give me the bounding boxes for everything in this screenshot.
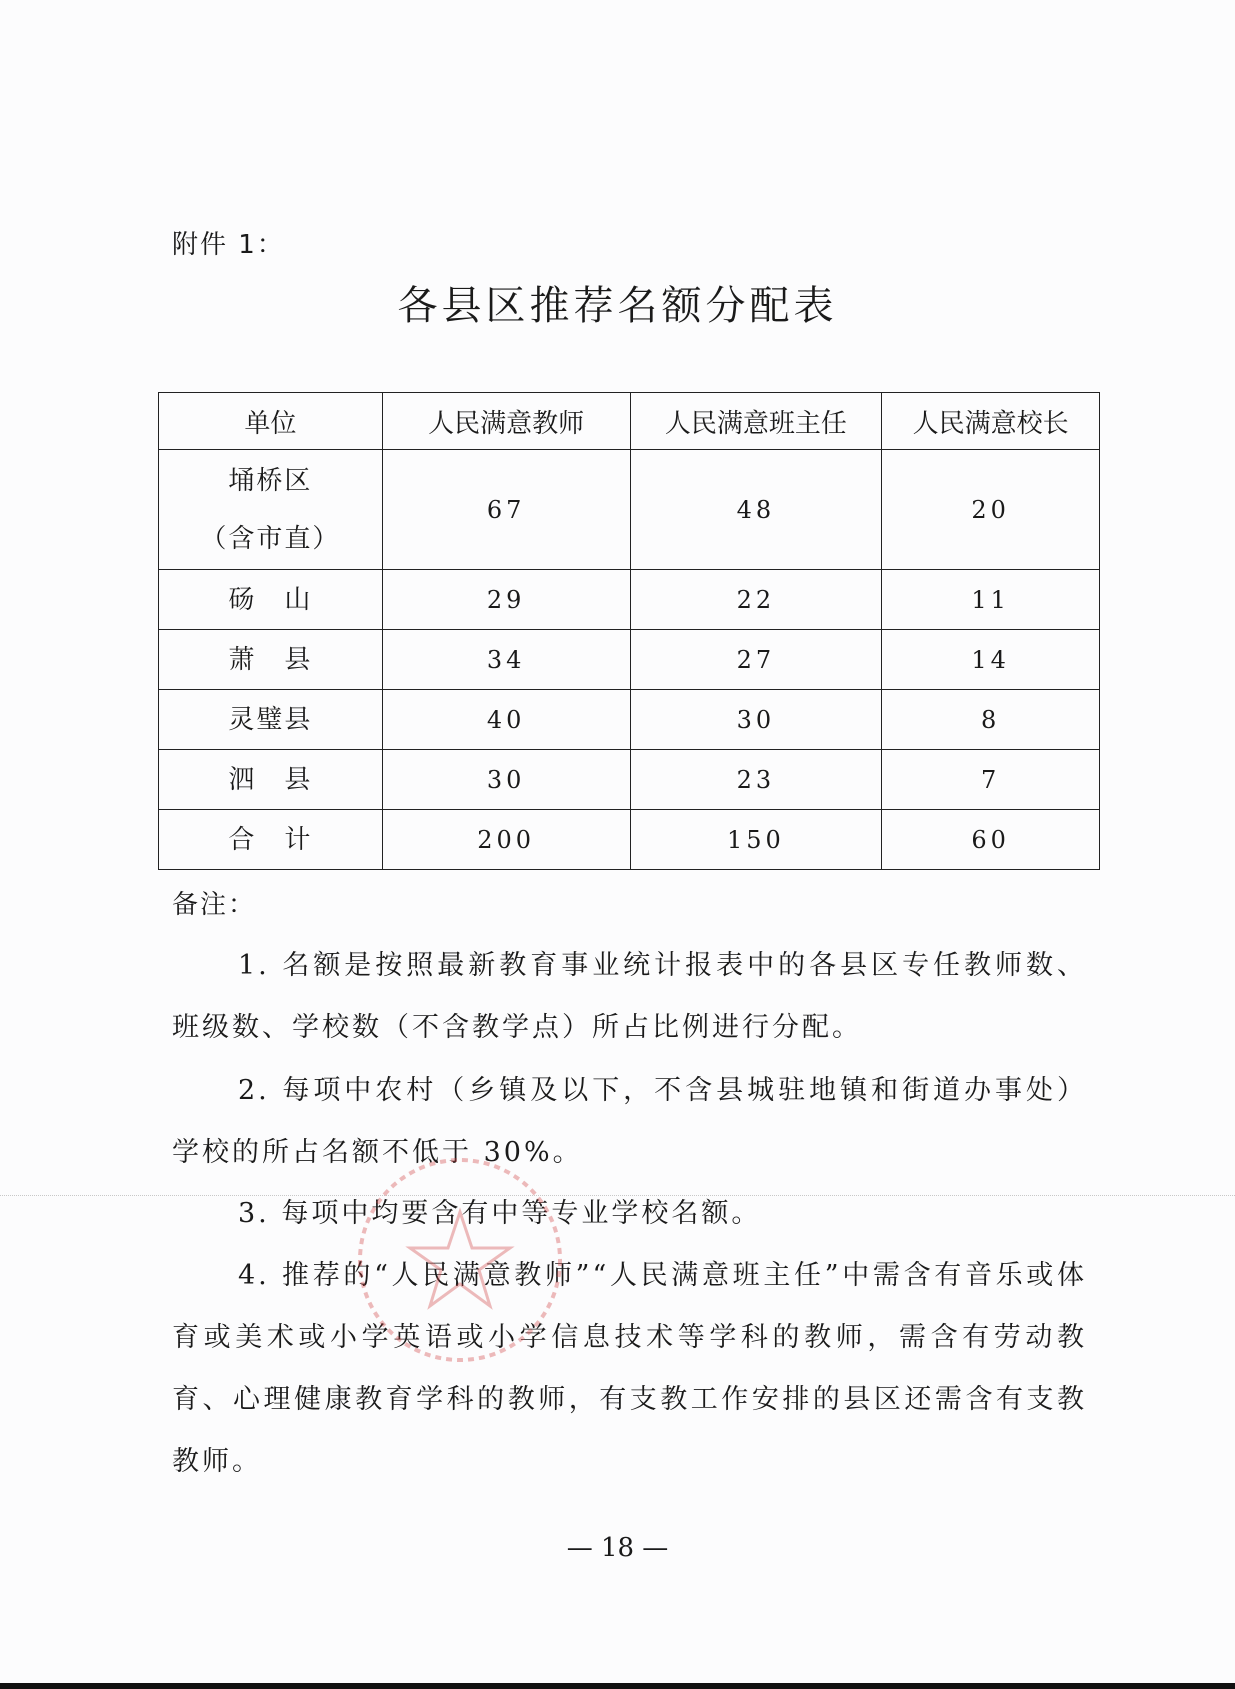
unit-cell: 萧 县 [159,630,383,690]
head-teacher-cell: 30 [630,690,882,750]
page-title: 各县区推荐名额分配表 [397,283,838,329]
note-1: 1. 名额是按照最新教育事业统计报表中的各县区专任教师数、班级数、学校数（不含教学点）所占比例进行分配。 [172,950,1087,1043]
head-teacher-cell: 27 [630,630,882,690]
teacher-cell: 29 [382,570,630,630]
unit-cell: 合 计 [159,810,383,870]
table-row [159,450,1100,570]
head-teacher-cell: 150 [630,810,882,870]
teacher-cell: 30 [382,750,630,810]
unit-line-1: 埇桥区 [228,465,313,496]
unit-cell: 泗 县 [159,750,383,810]
principal-cell: 8 [882,690,1100,750]
unit-cell: 砀 山 [159,570,383,630]
unit-cell [159,450,383,570]
principal-cell: 60 [882,810,1100,870]
note-4: 4. 推荐的“人民满意教师”“人民满意班主任”中需含有音乐或体育或美术或小学英语或小学信息技术等学科的教师，需含有劳动教育、心理健康教育学科的教师，有支教工作安排的县区还需含有支教教师。 [172,1260,1087,1477]
teacher-cell: 200 [382,810,630,870]
scan-edge-bar [0,1683,1235,1689]
page-number: — 18 — [566,1533,669,1563]
header-teacher: 人民满意教师 [382,393,630,450]
notes-label: 备注： [172,890,257,920]
table-total-row [159,810,1100,870]
principal-cell: 7 [882,750,1100,810]
teacher-cell: 67 [382,450,630,570]
principal-cell: 14 [882,630,1100,690]
table-row [159,690,1100,750]
table-row [159,570,1100,630]
head-teacher-cell: 23 [630,750,882,810]
header-unit: 单位 [159,393,383,450]
teacher-cell: 34 [382,630,630,690]
header-principal: 人民满意校长 [882,393,1100,450]
unit-line-2: （含市直） [200,523,341,554]
table-row [159,630,1100,690]
head-teacher-cell: 48 [630,450,882,570]
principal-cell: 11 [882,570,1100,630]
table-header-row [159,393,1100,450]
table-row [159,750,1100,810]
teacher-cell: 40 [382,690,630,750]
head-teacher-cell: 22 [630,570,882,630]
attachment-label: 附件 1： [172,230,285,260]
note-3: 3. 每项中均要含有中等专业学校名额。 [238,1198,762,1229]
quota-table [158,392,1100,870]
note-2: 2. 每项中农村（乡镇及以下，不含县城驻地镇和街道办事处）学校的所占名额不低于 30%。 [172,1075,1087,1168]
principal-cell: 20 [882,450,1100,570]
unit-cell: 灵璧县 [159,690,383,750]
header-head-teacher: 人民满意班主任 [630,393,882,450]
